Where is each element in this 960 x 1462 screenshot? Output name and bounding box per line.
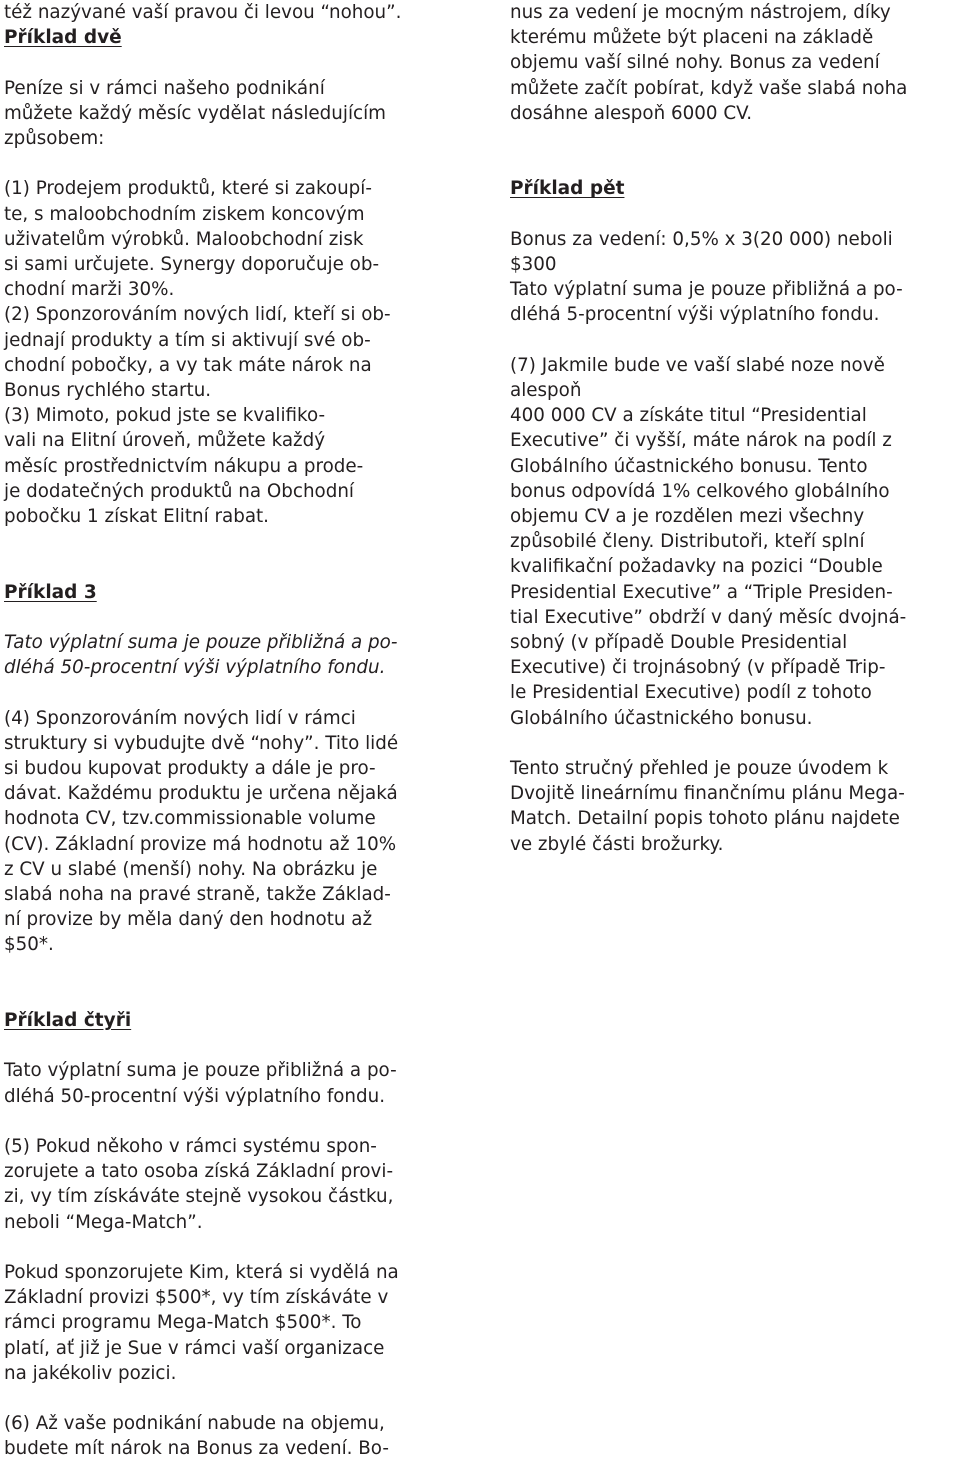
item-7: (7) Jakmile bude ve vaší slabé noze nově alespoň 400 000 CV a získáte titul “Presidential Executive” či vyšší, máte nárok na podíl z Globálního účastnického bonusu. Tento bonus odpovídá 1% celkového globálního objemu CV a je rozdělen mezi všechny způsobilé členy. Distributoři, kteří splní kvalifikační požadavky na pozici “Double Presidential Executive” a “Triple Presiden- tial Executive” obdrží v daný měsíc dvojná- sobný (v případě Double Presidential Executive) či trojnásobný (v případě Trip- le Presidential Executive) podíl z tohoto Globálního účastnického bonusu. (510, 354, 907, 729)
kim-text: Pokud sponzorujete Kim, která si vydělá na Základní provizi $500*, vy tím získáváte v rámci programu Mega-Match $500*. To platí, ať již je Sue v rámci vaší organizace na jakékoliv pozici. (4, 1261, 399, 1384)
item-2: (2) Sponzorováním nových lidí, kteří si ob- jednají produkty a tím si aktivují své ob- chodní pobočky, a vy tak máte nárok na Bonus rychlého startu. (4, 304, 391, 402)
example3-note: Tato výplatní suma je pouze přibližná a po- dléhá 50-procentní výši výplatního fondu. (4, 632, 398, 679)
item-3: (3) Mimoto, pokud jste se kvalifiko- vali na Elitní úroveň, můžete každý měsíc prostřednictvím nákupu a prode- je dodatečných produktů na Obchodní pobočku 1 získat Elitní rabat. (4, 405, 364, 528)
item-4: (4) Sponzorováním nových lidí v rámci struktury si vybudujte dvě “nohy”. Tito lidé si budou kupovat produkty a dále je pro- dávat. Každému produktu je určena nějaká hodnota CV, tzv.commissionable volume (CV). Základní provize má hodnotu až 10% z CV u slabé (menší) nohy. Na obrázku je slabá noha na pravé straně, takže Základ- ní provize by měla daný den hodnotu až $50*. (4, 707, 399, 956)
example2-text: Peníze si v rámci našeho podnikání můžete každý měsíc vydělat následujícím způsobem: (4, 77, 386, 149)
left-column (4, 0, 450, 1462)
example4-note: Tato výplatní suma je pouze přibližná a po- dléhá 50-procentní výši výplatního fondu. (4, 1060, 397, 1107)
example2-heading: Příklad dvě (4, 27, 122, 49)
example5-heading: Příklad pět (510, 178, 625, 200)
item-6: (6) Až vaše podnikání nabude na objemu, budete mít nárok na Bonus za vedení. Bo- (4, 1413, 389, 1460)
summary-text: Tento stručný přehled je pouze úvodem k Dvojitě lineárnímu finančnímu plánu Mega- Match. Detailní popis tohoto plánu najdete ve zbylé části brožurky. (510, 758, 905, 855)
example5-text: Bonus za vedení: 0,5% x 3(20 000) neboli $300 Tato výplatní suma je pouze přibližná a po- dléhá 5-procentní výši výplatního fondu. (510, 228, 903, 326)
example4-heading: Příklad čtyři (4, 1010, 132, 1031)
continuation-text: nus za vedení je mocným nástrojem, díky kterému můžete být placeni na základě objemu vaší silné nohy. Bonus za vedení můžete začít pobírat, když vaše slabá noha dosáhne alespoň 6000 CV. (510, 2, 908, 124)
item-5: (5) Pokud někoho v rámci systému spon- zorujete a tato osoba získá Základní provi- zi, vy tím získáváte stejně vysokou částku, neboli “Mega-Match”. (4, 1135, 394, 1233)
right-column (510, 0, 956, 857)
intro-line: též nazývané vaší pravou či levou “nohou”. (4, 2, 402, 23)
example3-heading: Příklad 3 (4, 581, 97, 603)
item-1: (1) Prodejem produktů, které si zakoupí- te, s maloobchodním ziskem koncovým uživatelům výrobků. Maloobchodní zisk si sami určujete. Synergy doporučuje ob- chodní marži 30%. (4, 178, 380, 301)
